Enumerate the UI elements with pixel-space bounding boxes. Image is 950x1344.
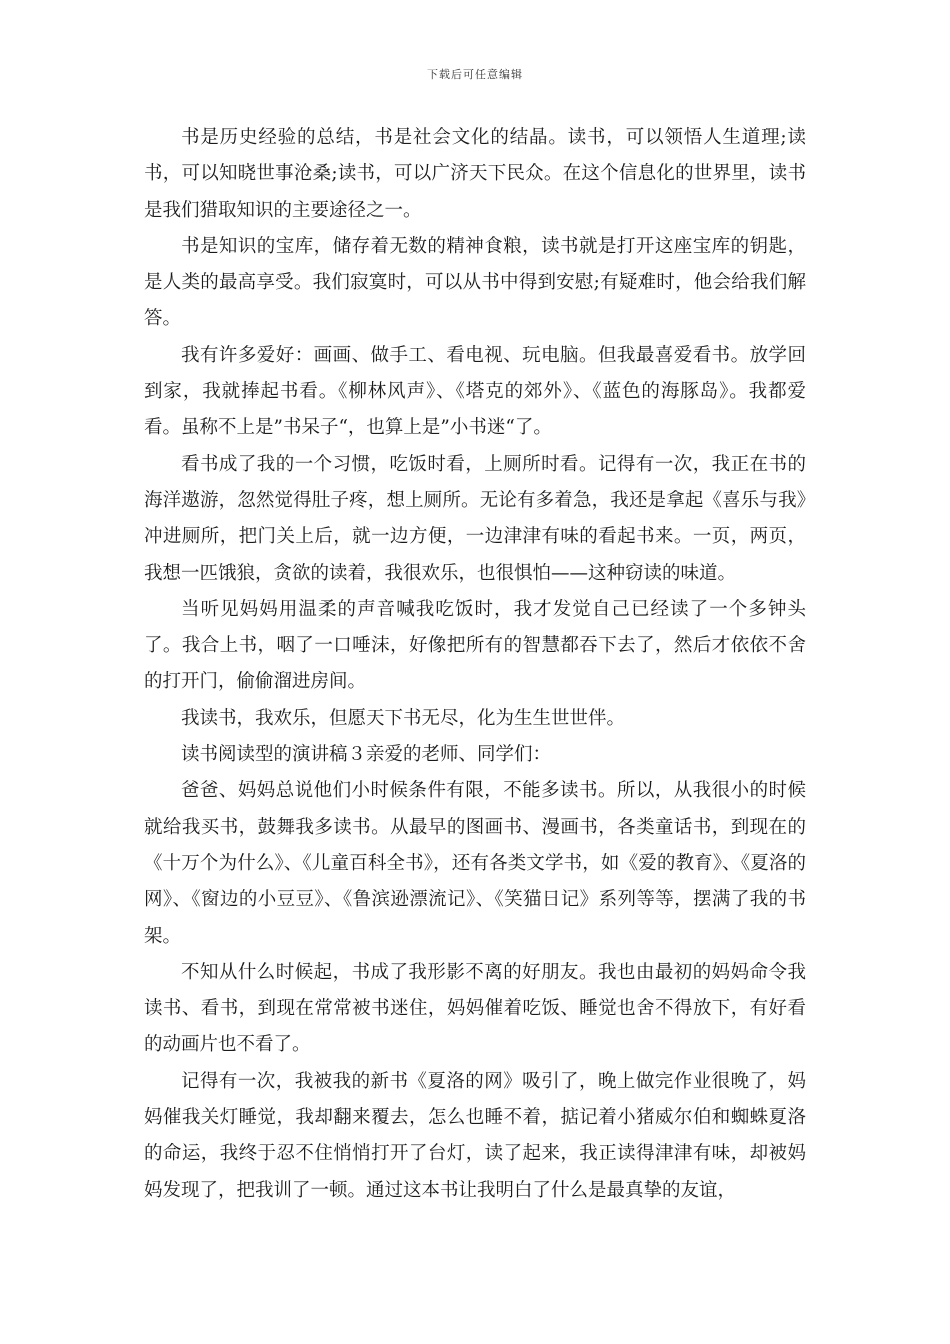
paragraph: 我读书，我欢乐，但愿天下书无尽，化为生生世世伴。 bbox=[181, 707, 626, 729]
paragraph: 读书阅读型的演讲稿３亲爱的老师、同学们： bbox=[181, 744, 552, 766]
document-body bbox=[144, 120, 806, 1209]
paragraph: 书是知识的宝库，储存着无数的精神食粮，读书就是打开这座宝库的钥匙，是人类的最高享受。我们寂寞时，可以从书中得到安慰;有疑难时，他会给我们解答。 bbox=[144, 235, 806, 330]
paragraph: 书是历史经验的总结，书是社会文化的结晶。读书，可以领悟人生道理;读书，可以知晓世事沧桑;读书，可以广济天下民众。在这个信息化的世界里，读书是我们猎取知识的主要途径之一。 bbox=[144, 127, 806, 221]
paragraph: 不知从什么时候起，书成了我形影不离的好朋友。我也由最初的妈妈命令我读书、看书，到现在常常被书迷住，妈妈催着吃饭、睡觉也舍不得放下，有好看的动画片也不看了。 bbox=[144, 961, 806, 1056]
page-header: 下载后可任意编辑 bbox=[427, 68, 523, 81]
paragraph: 记得有一次，我被我的新书《夏洛的网》吸引了，晚上做完作业很晚了，妈妈催我关灯睡觉，我却翻来覆去，怎么也睡不着，掂记着小猪威尔伯和蜘蛛夏洛的命运，我终于忍不住悄悄打开了台灯，读了起来，我正读得津津有味，却被妈妈发现了，把我训了一顿。通过这本书让我明白了什么是最真挚的友谊， bbox=[144, 1070, 806, 1201]
paragraph: 看书成了我的一个习惯，吃饭时看，上厕所时看。记得有一次，我正在书的海洋遨游，忽然觉得肚子疼，想上厕所。无论有多着急，我还是拿起《喜乐与我》冲进厕所，把门关上后，就一边方便，一边津津有味的看起书来。一页，两页，我想一匹饿狼，贪欲的读着，我很欢乐，也很惧怕——这种窃读的味道。 bbox=[144, 453, 806, 584]
paragraph: 当听见妈妈用温柔的声音喊我吃饭时，我才发觉自己已经读了一个多钟头了。我合上书，咽了一口唾沫，好像把所有的智慧都吞下去了，然后才依依不舍的打开门，偷偷溜进房间。 bbox=[144, 598, 806, 693]
paragraph: 爸爸、妈妈总说他们小时候条件有限，不能多读书。所以，从我很小的时候就给我买书，鼓舞我多读书。从最早的图画书、漫画书，各类童话书，到现在的《十万个为什么》、《儿童百科全书》，还有各类文学书，如《爱的教育》、《夏洛的网》、《窗边的小豆豆》、《鲁滨逊漂流记》、《笑猫日记》系列等等，摆满了我的书架。 bbox=[144, 780, 806, 947]
paragraph: 我有许多爱好：画画、做手工、看电视、玩电脑。但我最喜爱看书。放学回到家，我就捧起书看。《柳林风声》、《塔克的郊外》、《蓝色的海豚岛》。我都爱看。虽称不上是”书呆子“，也算上是”小书迷“了。 bbox=[144, 344, 806, 439]
